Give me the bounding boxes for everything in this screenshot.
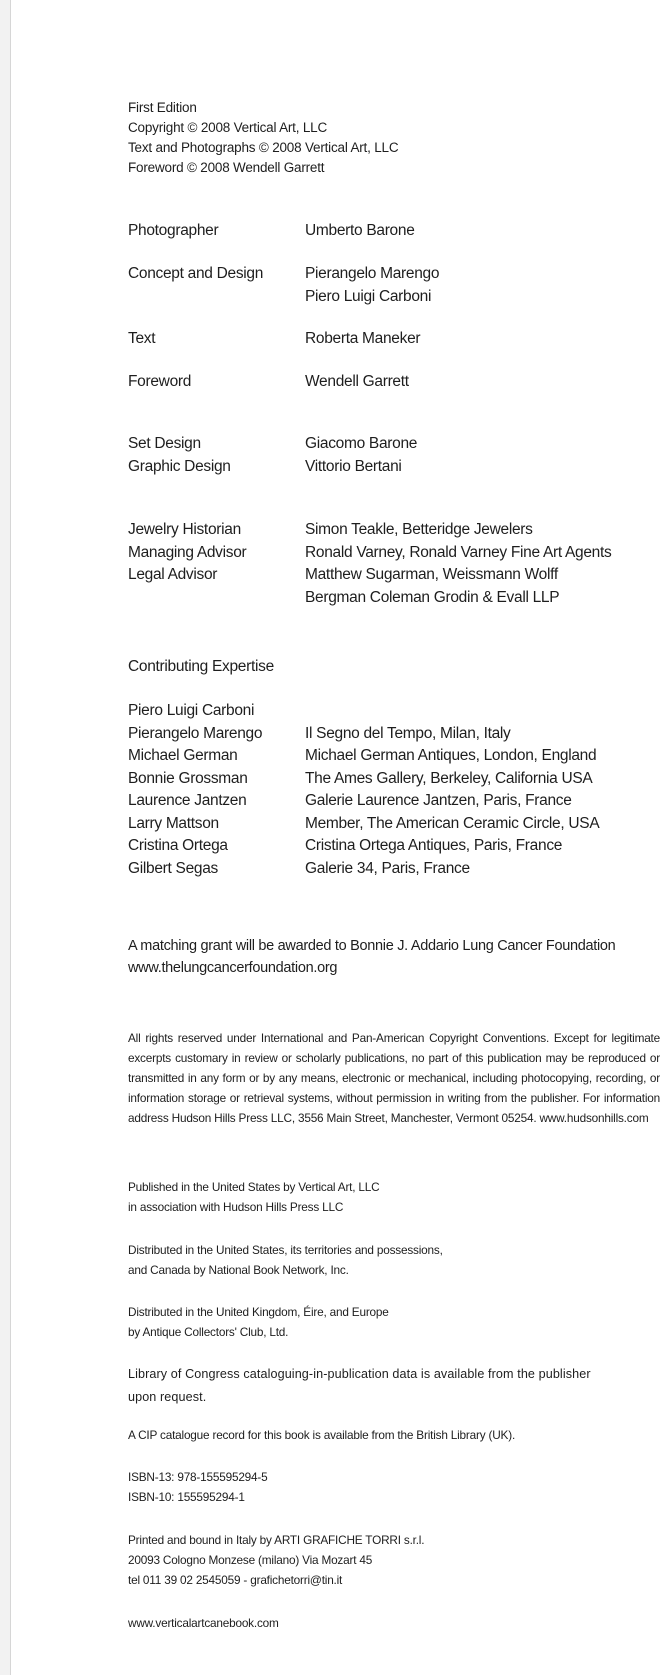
credit-name: Vittorio Bertani	[305, 457, 402, 475]
expert-name: Pierangelo Marengo	[128, 724, 263, 742]
credit-role: Jewelry Historian	[128, 521, 241, 538]
expert-affiliation: Il Segno del Tempo, Milan, Italy	[305, 724, 511, 742]
cip-notice: A CIP catalogue record for this book is available from the British Library (UK).	[128, 1428, 516, 1442]
credit-name: Piero Luigi Carboni	[305, 287, 432, 305]
expert-name: Bonnie Grossman	[128, 769, 248, 787]
credit-name: Ronald Varney, Ronald Varney Fine Art Agents	[305, 543, 612, 561]
edition-block	[128, 98, 658, 178]
credit-role: Set Design	[128, 435, 201, 452]
credit-role: Foreword	[128, 373, 192, 390]
credit-name: Giacomo Barone	[305, 435, 418, 452]
library-notice	[128, 1363, 658, 1408]
expert-name: Piero Luigi Carboni	[128, 702, 255, 719]
printer-block	[128, 1530, 658, 1590]
expert-name: Michael German	[128, 747, 238, 764]
credit-name: Roberta Maneker	[305, 330, 421, 347]
printer-line: 20093 Cologno Monzese (milano) Via Mozart 45	[128, 1553, 373, 1567]
expert-affiliation: Michael German Antiques, London, England	[305, 747, 597, 764]
expert-name: Larry Mattson	[128, 814, 219, 832]
expert-affiliation: Galerie Laurence Jantzen, Paris, France	[305, 792, 572, 809]
grant-text: A matching grant will be awarded to Bonnie J. Addario Lung Cancer Foundation	[128, 938, 616, 954]
credit-role: Photographer	[128, 222, 219, 239]
printer-line: tel 011 39 02 2545059 - grafichetorri@tin.it	[128, 1573, 343, 1587]
distributed-line: Distributed in the United Kingdom, Éire, and Europe	[128, 1305, 389, 1319]
credit-name: Simon Teakle, Betteridge Jewelers	[305, 521, 533, 538]
isbn-block	[128, 1467, 658, 1507]
distributed-line: and Canada by National Book Network, Inc.	[128, 1263, 349, 1277]
website-link: www.verticalartcanebook.com	[128, 1616, 279, 1630]
isbn-10: ISBN-10: 155595294-1	[128, 1490, 245, 1504]
credit-advisors	[128, 519, 611, 609]
expert-name: Laurence Jantzen	[128, 792, 247, 809]
distributed-us-notice	[128, 1240, 658, 1280]
grant-notice	[128, 935, 658, 979]
published-line: in association with Hudson Hills Press LLC	[128, 1200, 344, 1214]
expert-name: Gilbert Segas	[128, 859, 219, 877]
credit-concept	[128, 263, 439, 308]
expert-affiliation: Member, The American Ceramic Circle, USA	[305, 814, 600, 832]
library-line: upon request.	[128, 1389, 207, 1404]
credit-name: Umberto Barone	[305, 222, 415, 239]
credit-name: Wendell Garrett	[305, 373, 409, 390]
credit-photographer	[128, 220, 415, 243]
expert-affiliation	[305, 700, 599, 723]
distributed-uk-notice	[128, 1302, 658, 1342]
credit-foreword	[128, 371, 409, 394]
library-line: Library of Congress cataloguing-in-publication data is available from the publisher	[128, 1367, 591, 1381]
credit-role: Managing Advisor	[128, 543, 247, 561]
copyright-line: Copyright © 2008 Vertical Art, LLC	[128, 120, 328, 135]
expert-affiliation: Galerie 34, Paris, France	[305, 859, 470, 877]
edition-line: First Edition	[128, 100, 197, 115]
distributed-line: by Antique Collectors' Club, Ltd.	[128, 1325, 289, 1339]
credit-design	[128, 433, 417, 478]
credit-role: Text	[128, 330, 156, 347]
credit-name: Matthew Sugarman, Weissmann Wolff	[305, 566, 558, 583]
published-notice	[128, 1177, 658, 1217]
distributed-line: Distributed in the United States, its territories and possessions,	[128, 1243, 443, 1257]
expertise-list	[128, 700, 599, 880]
expert-affiliation: Cristina Ortega Antiques, Paris, France	[305, 837, 563, 854]
expertise-heading: Contributing Expertise	[128, 658, 274, 675]
printer-line: Printed and bound in Italy by ARTI GRAFICHE TORRI s.r.l.	[128, 1533, 425, 1547]
credit-name: Pierangelo Marengo	[305, 265, 440, 282]
foreword-copyright-line: Foreword © 2008 Wendell Garrett	[128, 160, 325, 175]
copyright-page	[10, 0, 667, 1675]
isbn-13: ISBN-13: 978-155595294-5	[128, 1470, 268, 1484]
grant-url: www.thelungcancerfoundation.org	[128, 960, 338, 976]
expert-name: Cristina Ortega	[128, 837, 228, 854]
credit-text	[128, 328, 420, 351]
credit-name: Bergman Coleman Grodin & Evall LLP	[305, 588, 560, 606]
published-line: Published in the United States by Vertical Art, LLC	[128, 1180, 380, 1194]
credit-role: Concept and Design	[128, 265, 264, 282]
credit-role: Graphic Design	[128, 457, 231, 475]
credit-role: Legal Advisor	[128, 566, 218, 583]
text-photos-copyright-line: Text and Photographs © 2008 Vertical Art, LLC	[128, 140, 399, 155]
rights-notice: All rights reserved under International and Pan-American Copyright Conventions. Except for legitimate excerpts customary in review or scholarly publications, no part of this publication may be reproduced or transmitted in any form or by any means, electronic or mechanical, including photocopying, recording, or information storage or retrieval systems, without permission in writing from the publisher. For information address Hudson Hills Press LLC, 3556 Main Street, Manchester, Vermont 05254. www.hudsonhills.com	[128, 1031, 660, 1125]
expert-affiliation: The Ames Gallery, Berkeley, California USA	[305, 769, 593, 787]
